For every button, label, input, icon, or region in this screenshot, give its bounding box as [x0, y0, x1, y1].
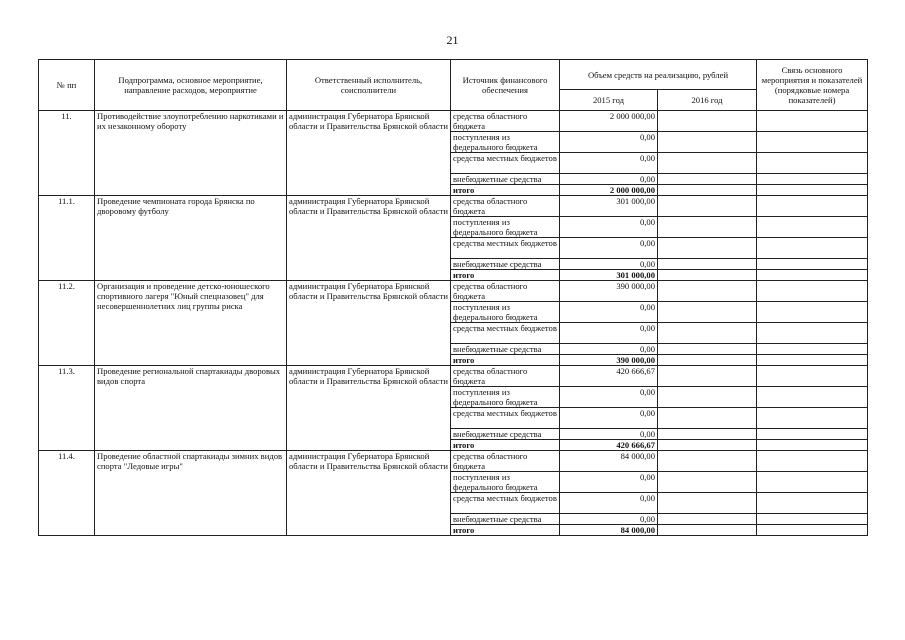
header-program: Подпрограмма, основное мероприятие, направление расходов, мероприятие: [95, 60, 287, 111]
source-regional: средства областного бюджета: [451, 281, 560, 302]
table-row: [39, 281, 868, 302]
source-federal: поступления из федерального бюджета: [451, 217, 560, 238]
amount-2016: [658, 355, 757, 366]
indicator-link: [757, 451, 868, 472]
table-body: [39, 111, 868, 536]
amount-2015: 0,00: [560, 132, 658, 153]
row-number: 11.4.: [39, 451, 95, 536]
amount-2016: [658, 132, 757, 153]
source-federal: поступления из федерального бюджета: [451, 302, 560, 323]
source-federal: поступления из федерального бюджета: [451, 472, 560, 493]
program-name: Проведение региональной спартакиады дворовых видов спорта: [95, 366, 287, 451]
source-local: средства местных бюджетов: [451, 493, 560, 514]
source-regional: средства областного бюджета: [451, 196, 560, 217]
program-name: Проведение областной спартакиады зимних видов спорта "Ледовые игры": [95, 451, 287, 536]
indicator-link: [757, 153, 868, 174]
amount-2016: [658, 153, 757, 174]
indicator-link: [757, 323, 868, 344]
indicator-link: [757, 238, 868, 259]
indicator-link: [757, 281, 868, 302]
header-link: Связь основного мероприятия и показателей (порядковые номера показателей): [757, 60, 868, 111]
amount-2015: 0,00: [560, 344, 658, 355]
program-name: Организация и проведение детско-юношеского спортивного лагеря "Юный спецназовец" для несовершеннолетних лиц группы риска: [95, 281, 287, 366]
row-number: 11.: [39, 111, 95, 196]
amount-2016: [658, 472, 757, 493]
indicator-link: [757, 472, 868, 493]
amount-2016: [658, 111, 757, 132]
amount-2016: [658, 525, 757, 536]
indicator-link: [757, 344, 868, 355]
amount-2016: [658, 270, 757, 281]
indicator-link: [757, 366, 868, 387]
table-row: [39, 451, 868, 472]
amount-2016: [658, 429, 757, 440]
source-local: средства местных бюджетов: [451, 323, 560, 344]
source-extra: внебюджетные средства: [451, 259, 560, 270]
amount-2015: 0,00: [560, 174, 658, 185]
indicator-link: [757, 493, 868, 514]
source-extra: внебюджетные средства: [451, 344, 560, 355]
source-total: итого: [451, 525, 560, 536]
indicator-link: [757, 132, 868, 153]
header-year-2016: 2016 год: [658, 90, 757, 111]
amount-2016: [658, 238, 757, 259]
header-num: № пп: [39, 60, 95, 111]
table-row: [39, 196, 868, 217]
source-regional: средства областного бюджета: [451, 451, 560, 472]
amount-2015: 0,00: [560, 387, 658, 408]
row-number: 11.3.: [39, 366, 95, 451]
amount-2016: [658, 217, 757, 238]
source-federal: поступления из федерального бюджета: [451, 387, 560, 408]
amount-2015: 301 000,00: [560, 270, 658, 281]
indicator-link: [757, 196, 868, 217]
header-year-2015: 2015 год: [560, 90, 658, 111]
page-number: 21: [446, 33, 459, 47]
program-name: Противодействие злоупотреблению наркотиками и их незаконному обороту: [95, 111, 287, 196]
source-total: итого: [451, 270, 560, 281]
amount-2015: 0,00: [560, 323, 658, 344]
amount-2015: 84 000,00: [560, 451, 658, 472]
amount-2016: [658, 366, 757, 387]
header-executor: Ответственный исполнитель, соисполнители: [287, 60, 451, 111]
amount-2016: [658, 493, 757, 514]
amount-2015: 2 000 000,00: [560, 185, 658, 196]
amount-2016: [658, 514, 757, 525]
amount-2015: 0,00: [560, 153, 658, 174]
amount-2015: 420 666,67: [560, 440, 658, 451]
indicator-link: [757, 408, 868, 429]
source-federal: поступления из федерального бюджета: [451, 132, 560, 153]
source-extra: внебюджетные средства: [451, 174, 560, 185]
source-extra: внебюджетные средства: [451, 514, 560, 525]
source-extra: внебюджетные средства: [451, 429, 560, 440]
source-regional: средства областного бюджета: [451, 366, 560, 387]
amount-2016: [658, 387, 757, 408]
amount-2015: 0,00: [560, 217, 658, 238]
source-local: средства местных бюджетов: [451, 408, 560, 429]
amount-2016: [658, 196, 757, 217]
indicator-link: [757, 111, 868, 132]
indicator-link: [757, 217, 868, 238]
indicator-link: [757, 355, 868, 366]
source-total: итого: [451, 440, 560, 451]
indicator-link: [757, 440, 868, 451]
executor-name: администрация Губернатора Брянской области и Правительства Брянской области: [287, 111, 451, 196]
amount-2016: [658, 440, 757, 451]
amount-2015: 390 000,00: [560, 355, 658, 366]
table-row: [39, 111, 868, 132]
amount-2016: [658, 323, 757, 344]
indicator-link: [757, 429, 868, 440]
amount-2015: 84 000,00: [560, 525, 658, 536]
amount-2016: [658, 302, 757, 323]
amount-2015: 0,00: [560, 514, 658, 525]
source-regional: средства областного бюджета: [451, 111, 560, 132]
amount-2016: [658, 408, 757, 429]
table-row: [39, 366, 868, 387]
amount-2015: 0,00: [560, 259, 658, 270]
row-number: 11.1.: [39, 196, 95, 281]
source-total: итого: [451, 185, 560, 196]
amount-2016: [658, 174, 757, 185]
indicator-link: [757, 174, 868, 185]
amount-2015: 0,00: [560, 472, 658, 493]
row-number: 11.2.: [39, 281, 95, 366]
amount-2016: [658, 185, 757, 196]
source-local: средства местных бюджетов: [451, 238, 560, 259]
executor-name: администрация Губернатора Брянской области и Правительства Брянской области: [287, 451, 451, 536]
source-total: итого: [451, 355, 560, 366]
indicator-link: [757, 259, 868, 270]
amount-2015: 0,00: [560, 408, 658, 429]
amount-2016: [658, 451, 757, 472]
header-source: Источник финансового обеспечения: [451, 60, 560, 111]
executor-name: администрация Губернатора Брянской области и Правительства Брянской области: [287, 196, 451, 281]
indicator-link: [757, 302, 868, 323]
executor-name: администрация Губернатора Брянской области и Правительства Брянской области: [287, 281, 451, 366]
indicator-link: [757, 525, 868, 536]
amount-2015: 390 000,00: [560, 281, 658, 302]
amount-2016: [658, 344, 757, 355]
amount-2015: 301 000,00: [560, 196, 658, 217]
source-local: средства местных бюджетов: [451, 153, 560, 174]
indicator-link: [757, 270, 868, 281]
amount-2015: 0,00: [560, 302, 658, 323]
program-name: Проведение чемпионата города Брянска по дворовому футболу: [95, 196, 287, 281]
budget-table: [38, 59, 868, 536]
amount-2016: [658, 259, 757, 270]
amount-2015: 2 000 000,00: [560, 111, 658, 132]
indicator-link: [757, 514, 868, 525]
amount-2015: 0,00: [560, 493, 658, 514]
amount-2015: 420 666,67: [560, 366, 658, 387]
indicator-link: [757, 387, 868, 408]
amount-2016: [658, 281, 757, 302]
header-volume: Объем средств на реализацию, рублей: [560, 60, 757, 90]
executor-name: администрация Губернатора Брянской области и Правительства Брянской области: [287, 366, 451, 451]
amount-2015: 0,00: [560, 238, 658, 259]
amount-2015: 0,00: [560, 429, 658, 440]
indicator-link: [757, 185, 868, 196]
